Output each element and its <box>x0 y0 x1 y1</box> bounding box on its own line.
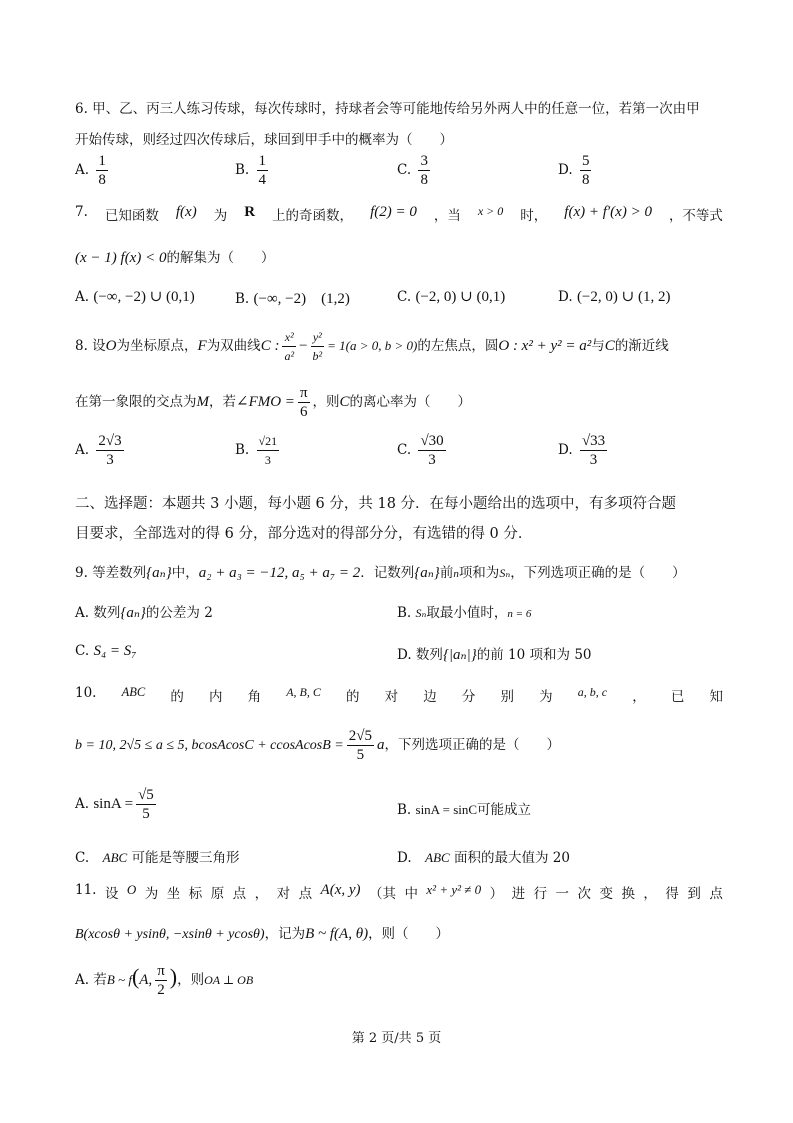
numerator: y² <box>311 328 325 347</box>
q7-option-d <box>558 287 670 306</box>
option-label: B. <box>235 442 250 458</box>
q7-option-c <box>397 287 505 306</box>
q7-stem-line1 <box>75 204 723 224</box>
q10-option-d <box>397 846 570 866</box>
math: O <box>105 338 117 354</box>
numerator: 3 <box>420 153 428 169</box>
denominator: a² <box>284 349 295 363</box>
q8-option-b <box>235 432 282 469</box>
fraction <box>418 432 445 469</box>
numerator: π <box>299 385 308 401</box>
denominator: b² <box>312 349 323 363</box>
text: 前 <box>439 565 454 581</box>
text: 行 <box>533 886 548 902</box>
text: 点 <box>298 886 313 902</box>
text: 可能成立 <box>477 802 532 818</box>
text: 进 <box>511 886 526 902</box>
text: 8. 设 <box>75 338 106 354</box>
text: 为 <box>539 689 553 705</box>
fraction <box>298 384 310 421</box>
page-footer: 第 2 页/共 5 页 <box>351 1031 442 1046</box>
text: D. <box>397 850 412 866</box>
q6-stem-line2: 开始传球，则经过四次传球后，球回到甲手中的概率为（ ） <box>75 132 453 148</box>
math: {aₙ} <box>414 565 440 581</box>
text: 的左焦点，圆 <box>417 338 499 354</box>
text: 对 <box>384 689 399 705</box>
text: 为 <box>144 886 159 902</box>
math: C : <box>260 338 280 354</box>
text: ，下列选项正确的是（ ） <box>510 565 686 581</box>
math: Sₙ <box>415 606 427 620</box>
numerator: 1 <box>98 153 106 169</box>
section2-heading-line1: 二、选择题：本题共 3 小题，每小题 6 分，共 18 分．在每小题给出的选项中，有多项符合题 <box>75 496 677 512</box>
text: 换 <box>621 886 635 902</box>
math: B(xcosθ + ysinθ, −xsinθ + ycosθ) <box>75 927 265 942</box>
math: ∠FMO = <box>236 394 295 410</box>
text: A. <box>75 796 90 812</box>
text: ，则 <box>177 972 205 988</box>
text: B. <box>397 802 412 818</box>
text: ） <box>489 886 504 902</box>
fraction <box>580 152 592 189</box>
fraction <box>311 328 325 365</box>
text: 内 <box>208 689 223 705</box>
q9-option-c <box>75 643 137 660</box>
math: M <box>196 394 209 410</box>
numerator: √30 <box>420 433 444 449</box>
q6-option-a <box>75 152 111 189</box>
math: O : x² + y² = a² <box>498 338 592 354</box>
text: C. <box>75 850 90 866</box>
text: 的解集为（ ） <box>166 250 275 266</box>
math: ABC <box>425 850 450 865</box>
q11-stem-line2 <box>75 922 449 943</box>
text: ，当 <box>433 208 461 224</box>
text: 已 <box>670 689 685 705</box>
denominator: 8 <box>98 172 106 188</box>
text: 标 <box>188 886 203 902</box>
text: 在第一象限的交点为 <box>75 394 197 410</box>
q8-stem-line2 <box>75 384 471 421</box>
text: 坐 <box>166 886 181 902</box>
text: （其 <box>368 886 396 902</box>
math: x > 0 <box>477 204 504 218</box>
text: A. 数列 <box>75 605 121 621</box>
text: 点 <box>232 886 247 902</box>
q7-option-b <box>235 287 350 308</box>
numerator: 5 <box>581 153 590 169</box>
math: C <box>604 338 615 354</box>
question-number: 11. <box>75 882 97 898</box>
denominator: 3 <box>428 452 436 468</box>
numerator: π <box>157 963 165 979</box>
text: ，则 <box>312 394 340 410</box>
denominator: 8 <box>420 172 428 188</box>
option-value: (−2, 0) ∪ (1, 2) <box>576 289 671 305</box>
text: ，若 <box>209 394 236 410</box>
math: ABC <box>121 685 146 699</box>
text: 对 <box>276 886 291 902</box>
math: A, B, C <box>286 685 321 699</box>
text: ，不等式 <box>668 208 723 224</box>
math: f(x) <box>175 204 197 220</box>
math: A(x, y) <box>320 882 361 898</box>
fraction <box>257 152 269 189</box>
text: 设 <box>104 886 119 902</box>
text: ．记数列 <box>360 565 415 581</box>
option-label: B. <box>235 291 250 307</box>
text: 知 <box>709 689 723 705</box>
fraction <box>155 962 167 999</box>
fraction <box>580 432 607 469</box>
text: 到 <box>687 886 701 902</box>
text: 原 <box>210 886 225 902</box>
math: {aₙ} <box>146 565 172 581</box>
text: 的 <box>346 689 360 705</box>
fraction <box>136 786 156 823</box>
text: ，则（ ） <box>368 926 450 942</box>
text: 为双曲线 <box>206 338 261 354</box>
text: 别 <box>500 689 515 705</box>
option-label: B. <box>235 162 250 178</box>
denominator: 3 <box>106 452 114 468</box>
q10-option-b <box>397 798 531 818</box>
math: F <box>197 338 207 354</box>
text: 得 <box>665 886 679 902</box>
text: 角 <box>247 689 262 705</box>
text: 次 <box>577 886 591 902</box>
fraction <box>282 328 296 365</box>
option-label: A. <box>75 162 90 178</box>
option-value: (−2, 0) ∪ (0,1) <box>415 289 506 305</box>
denominator: 4 <box>258 172 267 188</box>
math: ABC <box>102 850 128 865</box>
text: C. <box>75 643 90 659</box>
q8-option-d <box>558 432 610 469</box>
q11-option-a: A. 若B ~ f(A, $\frac{\pi}{2}$ )，则OA ⊥ OB <box>75 963 254 998</box>
q8-option-a <box>75 432 127 469</box>
text: ，下列选项正确的是（ ） <box>384 737 560 753</box>
q10-option-a <box>75 786 159 823</box>
text: 的 <box>170 689 184 705</box>
text: 中 <box>404 886 418 902</box>
math: a₂ + a₃ = −12, a₅ + a₇ = 2 <box>198 565 361 581</box>
text: 分 <box>461 689 476 705</box>
math: A, <box>139 972 153 988</box>
q9-stem <box>75 561 686 582</box>
text: ， <box>254 886 269 902</box>
numerator: 2√5 <box>348 728 372 744</box>
question-number: 7. <box>75 204 88 220</box>
text: 中， <box>171 565 199 581</box>
text: 时， <box>520 208 548 224</box>
math: n <box>453 568 459 580</box>
numerator: √21 <box>257 432 280 451</box>
option-value: (−∞, −2) (1,2) <box>253 291 350 307</box>
math: = 1(a > 0, b > 0) <box>327 338 418 353</box>
math: {|aₙ|} <box>442 647 477 663</box>
text: 取最小值时， <box>426 605 508 621</box>
q8-option-c <box>397 432 449 469</box>
math: x² + y² ≠ 0 <box>426 882 482 897</box>
text: ， <box>643 886 657 902</box>
text: 上的奇函数， <box>272 208 354 224</box>
text: 为 <box>213 208 228 224</box>
text: A. 若 <box>75 972 107 988</box>
q11-stem-line1 <box>75 882 723 902</box>
text: 项和为 <box>458 565 500 581</box>
math: (x − 1) f(x) < 0 <box>75 250 167 266</box>
fraction <box>96 432 123 469</box>
text: D. 数列 <box>397 647 443 663</box>
q6-option-c <box>397 152 433 189</box>
math: {aₙ} <box>120 605 146 621</box>
fraction <box>347 727 374 764</box>
text: 与 <box>591 338 605 354</box>
q8-stem-line1: 8. 设O为坐标原点，F为双曲线C : $\frac{\text{x²}}{\text{a²}}$ − $\frac{\text{y²}}{\text{b²}}$ = 1(a > 0, b > 0)的左焦点，圆O : x² + y² = a²与C的渐近线 <box>75 330 669 363</box>
option-value: (−∞, −2) ∪ (0,1) <box>93 289 195 305</box>
math: a <box>376 737 385 753</box>
option-label: D. <box>558 162 573 178</box>
fraction <box>257 432 280 469</box>
text: 的离心率为（ ） <box>349 394 472 410</box>
q9-option-b <box>397 601 531 621</box>
question-number: 10. <box>75 685 97 701</box>
q10-option-c <box>75 846 240 866</box>
math: C <box>339 394 350 410</box>
math: n = 6 <box>507 608 532 620</box>
text: 的公差为 2 <box>145 605 213 621</box>
text: 变 <box>599 886 613 902</box>
math: sinA = <box>93 796 134 812</box>
math: O <box>126 882 137 897</box>
option-label: D. <box>558 289 573 305</box>
q6-option-b <box>235 152 271 189</box>
text: 的渐近线 <box>614 338 669 354</box>
denominator: 8 <box>581 172 590 188</box>
q9-option-d <box>397 643 592 664</box>
q6-stem-line1: 6. 甲、乙、丙三人练习传球，每次传球时，持球者会等可能地传给另外两人中的任意一位，若第一次由甲 <box>75 101 700 117</box>
numerator: √5 <box>138 787 154 803</box>
q7-stem-line2 <box>75 246 274 267</box>
fraction <box>418 152 430 189</box>
numerator: 2√3 <box>98 433 122 449</box>
math: b = 10, 2√5 ≤ a ≤ 5, bcosAcosC + ccosAcosB = <box>75 738 344 753</box>
q10-stem-line1 <box>75 685 723 705</box>
text: ， <box>632 689 646 705</box>
text: 9. 等差数列 <box>75 565 147 581</box>
denominator: 5 <box>142 806 150 822</box>
math: B ~ f <box>106 972 132 987</box>
numerator: 1 <box>258 153 267 169</box>
q9-option-a <box>75 601 213 622</box>
section2-heading-line2: 目要求，全部选对的得 6 分，部分选对的得部分分，有选错的得 0 分． <box>75 526 533 542</box>
q7-option-a <box>75 287 195 306</box>
math: B ~ f(A, θ) <box>305 926 369 942</box>
math: R <box>244 204 256 220</box>
text: 可能是等腰三角形 <box>131 850 240 866</box>
denominator: 5 <box>356 747 365 763</box>
text: B. <box>397 605 412 621</box>
math: OA ⊥ OB <box>204 973 254 987</box>
text: 一 <box>555 886 570 902</box>
q6-option-d <box>558 152 594 189</box>
text: 边 <box>423 689 437 705</box>
text: 面积的最大值为 20 <box>454 850 570 866</box>
math: S₄ = S₇ <box>93 643 137 659</box>
denominator: 3 <box>264 453 271 467</box>
text: 为坐标原点， <box>116 338 198 354</box>
option-label: C. <box>397 162 412 178</box>
numerator: √33 <box>581 433 606 449</box>
math: sinA = sinC <box>415 802 478 817</box>
text: 点 <box>709 886 723 902</box>
math: Sₙ <box>499 566 511 580</box>
text: 的前 10 项和为 50 <box>476 647 592 663</box>
math: f(2) = 0 <box>370 204 417 220</box>
fraction <box>96 152 108 189</box>
option-label: A. <box>75 442 90 458</box>
math: a, b, c <box>577 685 608 699</box>
math: f(x) + f′(x) > 0 <box>564 204 652 220</box>
option-label: C. <box>397 442 412 458</box>
text: 已知函数 <box>104 208 159 224</box>
option-label: A. <box>75 289 90 305</box>
option-label: D. <box>558 442 573 458</box>
option-label: C. <box>397 289 412 305</box>
text: ，记为 <box>264 926 306 942</box>
denominator: 2 <box>157 982 165 998</box>
denominator: 3 <box>589 452 598 468</box>
numerator: x² <box>282 328 296 347</box>
q10-stem-line2 <box>75 727 560 764</box>
denominator: 6 <box>299 404 308 420</box>
